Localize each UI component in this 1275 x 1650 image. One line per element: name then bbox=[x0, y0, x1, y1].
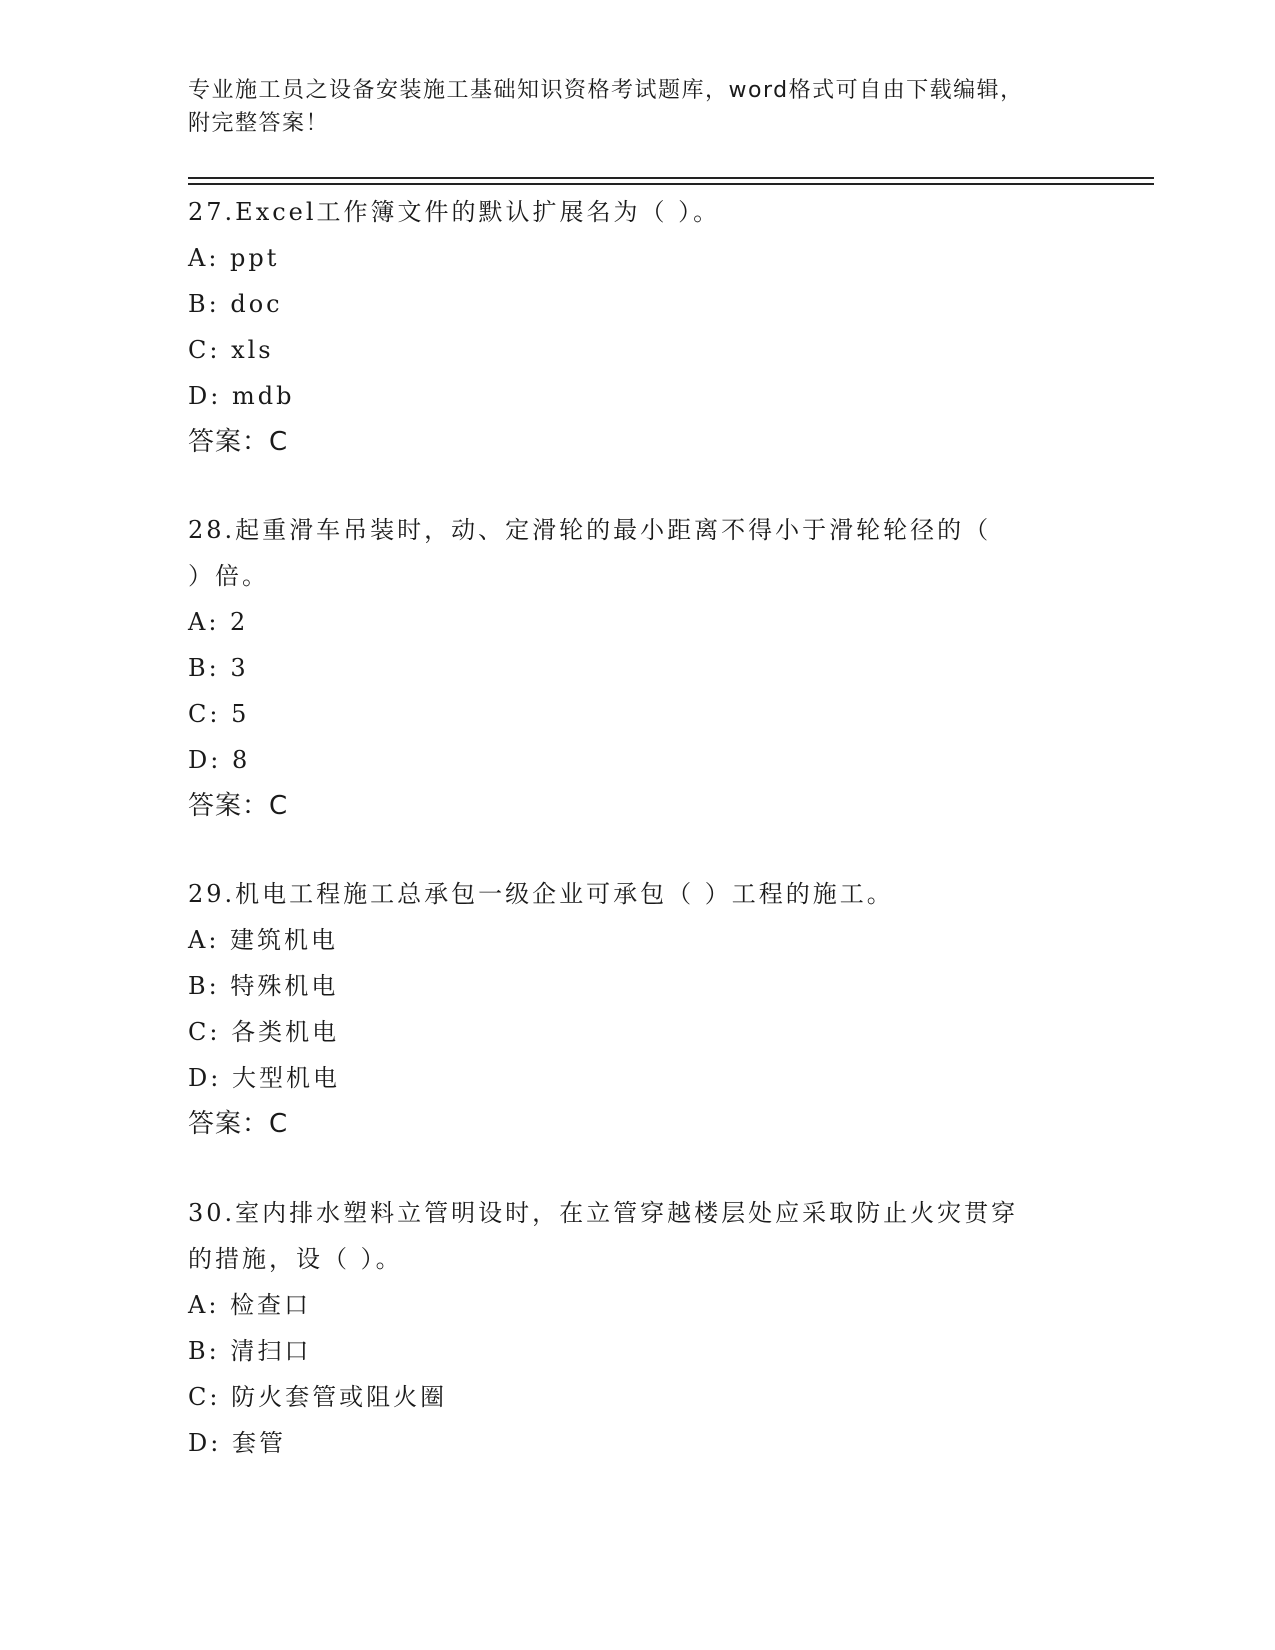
question-28 bbox=[188, 507, 1088, 829]
option-c: C: xls bbox=[188, 336, 274, 364]
option-c: C: 5 bbox=[188, 700, 250, 728]
answer-line: 答案：C bbox=[188, 791, 289, 821]
question-stem-continued: 的措施，设（ ）。 bbox=[188, 1245, 403, 1273]
question-stem: 27.Excel工作簿文件的默认扩展名为（ ）。 bbox=[188, 198, 721, 226]
option-a: A: 建筑机电 bbox=[188, 926, 339, 954]
question-29 bbox=[188, 871, 1088, 1147]
option-d: D: 套管 bbox=[188, 1429, 286, 1457]
answer-line: 答案：C bbox=[188, 1109, 289, 1139]
question-stem: 28.起重滑车吊装时，动、定滑轮的最小距离不得小于滑轮轮径的（ bbox=[188, 516, 992, 544]
question-stem: 30.室内排水塑料立管明设时，在立管穿越楼层处应采取防止火灾贯穿 bbox=[188, 1199, 1019, 1227]
header-line-1: 专业施工员之设备安装施工基础知识资格考试题库，word格式可自由下载编辑， bbox=[188, 78, 1024, 103]
option-b: B: 3 bbox=[188, 654, 249, 682]
question-30 bbox=[188, 1190, 1088, 1466]
option-b: B: 清扫口 bbox=[188, 1337, 312, 1365]
option-b: B: doc bbox=[188, 290, 283, 318]
header-line-2: 附完整答案！ bbox=[188, 111, 330, 136]
option-d: D: 8 bbox=[188, 746, 251, 774]
question-27 bbox=[188, 189, 1088, 465]
question-stem: 29.机电工程施工总承包一级企业可承包（ ）工程的施工。 bbox=[188, 880, 894, 908]
header-divider-top bbox=[188, 177, 1154, 179]
document-header bbox=[188, 74, 1088, 140]
option-c: C: 各类机电 bbox=[188, 1018, 340, 1046]
option-c: C: 防火套管或阻火圈 bbox=[188, 1383, 448, 1411]
option-a: A: 2 bbox=[188, 608, 249, 636]
option-d: D: mdb bbox=[188, 382, 295, 410]
option-b: B: 特殊机电 bbox=[188, 972, 339, 1000]
question-stem-continued: ）倍。 bbox=[188, 562, 269, 590]
answer-line: 答案：C bbox=[188, 427, 289, 457]
header-divider-bottom bbox=[188, 183, 1154, 185]
option-d: D: 大型机电 bbox=[188, 1064, 340, 1092]
option-a: A: ppt bbox=[188, 244, 280, 272]
option-a: A: 检查口 bbox=[188, 1291, 312, 1319]
